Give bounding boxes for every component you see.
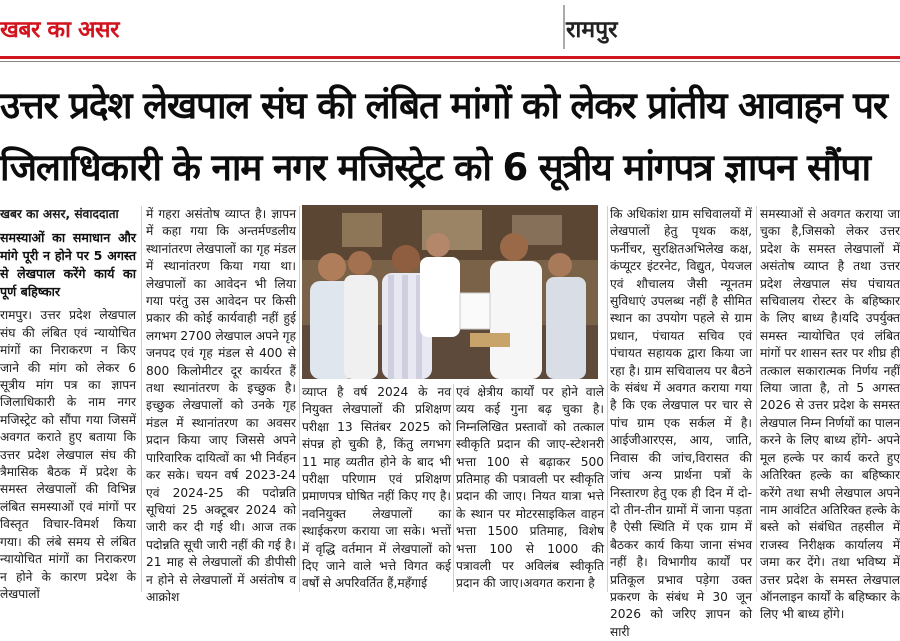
- article-summary: समस्याओं का समाधान और मांगे पूरी न होने पर 5 अगस्त से लेखपाल करेंगे कार्य का पूर्ण बहिष्कार: [0, 230, 136, 300]
- article-column-5: [610, 206, 752, 639]
- byline: खबर का असर, संवाददाता: [0, 207, 119, 221]
- section-tag: खबर का असर: [0, 17, 120, 43]
- header-rule: [0, 56, 900, 59]
- column-text: में गहरा असंतोष व्याप्त है। ज्ञापन में कहा गया कि अन्तर्मण्डलीय स्थानांतरण लेखपालों का गृह मंडल में स्थानांतरण किया गया था। लेखपालों का आवेदन भी लिया गया परंतु उस आवेदन पर किसी प्रकार की कोई कार्यवाही नहीं हुई लगभग 2700 लेखपाल अपने गृह जनपद एवं गृह मंडल से 400 से 800 किलोमीटर दूर कार्यरत हैं तथा स्थानांतरण के इच्छुक है। इच्छुक लेखपालों को उनके गृह मंडल में स्थानांतरण का अवसर प्रदान किया जाए जिससे अपने पारिवारिक दायित्वों का भी निर्वहन कर सके। चयन वर्ष 2023-24 एवं 2024-25 की पदोन्नति सूचियां 25 अक्टूबर 2024 को जारी कर दी गई थी। आज तक पदोन्नति सूची जारी नहीं की गई है। 21 माह से लेखपालों की डीपीसी न होने से लेखपालों में असंतोष व आक्रोश: [146, 207, 296, 604]
- column-text: रामपुर। उत्तर प्रदेश लेखपाल संघ की लंबित एवं न्यायोचित मांगों का निराकरण न किए जाने की मांग को लेकर 6 सूत्रीय मांग पत्र का ज्ञापन जिलाधिकारी के नाम नगर मजिस्ट्रेट को सौंपा गया जिसमें अवगत कराते हुए बताया कि उत्तर प्रदेश लेखपाल संघ की त्रैमासिक बैठक में प्रदेश के समस्त लेखपालों की विभिन्न लंबित समस्याओं एवं मांगों पर विस्तृत विचार-विमर्श किया गया। की लंबे समय से लंबित न्यायोचित मांगों का निराकरण न होने के कारण प्रदेश के लेखपालों: [0, 308, 136, 601]
- column-text: कि अधिकांश ग्राम सचिवालयों में लेखपालों हेतु पृथक कक्ष, फर्नीचर, सुरक्षितअभिलेख कक्ष, कंप्यूटर इंटरनेट, विद्युत, पेयजल एवं शौचालय जैसी न्यूनतम सुविधाएं उपलब्ध नहीं है सीमित स्थान का उपयोग पहले से ग्राम प्रधान, पंचायत सचिव एवं पंचायत सहायक द्वारा किया जा रहा है। ग्राम सचिवालय पर बैठने के संबंध में अवगत कराया गया है कि एक लेखपाल पर चार से पांच ग्राम एक सर्कल में है।आईजीआरएस, आय, जाति, निवास की जांच,विरासत की जांच अन्य प्रार्थना पत्रों के निस्तारण हेतु एक ही दिन में दो-दो तीन-तीन ग्रामों में जाना पड़ता है ऐसी स्थिति में एक ग्राम में बैठकर कार्य किया जाना संभव नहीं है। विभागीय कार्यों पर प्रतिकूल प्रभाव पड़ेगा उक्त प्रकरण के संबंध मे 30 जून 2026 को जरिए ज्ञापन को सारी: [610, 207, 752, 639]
- article-column-1: [0, 206, 136, 601]
- article-column-6: [760, 206, 900, 622]
- headline-line-1: उत्तर प्रदेश लेखपाल संघ की लंबित मांगों को लेकर प्रांतीय आवाहन पर: [0, 84, 887, 127]
- column-divider: [453, 384, 454, 592]
- city-divider: [563, 5, 565, 49]
- column-divider: [756, 206, 757, 592]
- news-photo: [302, 205, 598, 379]
- group-photo-illustration: [302, 205, 598, 379]
- column-divider: [607, 206, 608, 592]
- article-column-3: [302, 384, 451, 592]
- header-rule-thin: [0, 61, 900, 62]
- column-text: एवं क्षेत्रीय कार्यों पर होने वाले व्यय कई गुना बढ़ चुका है। निम्नलिखित प्रस्तावों को तत्काल स्वीकृति प्रदान की जाए-स्टेशनरी भत्ता 100 से बढ़ाकर 500 प्रतिमाह की पत्रावली पर स्वीकृति प्रदान की जाए। नियत यात्रा भत्ते के स्थान पर मोटरसाइकिल वाहन भत्ता 1500 प्रतिमाह, विशेष भत्ता 100 से 1000 की पत्रावली पर अविलंब स्वीकृति प्रदान की जाए।अवगत कराना है: [456, 385, 604, 591]
- headline-line-2: जिलाधिकारी के नाम नगर मजिस्ट्रेट को 6 सूत्रीय मांगपत्र ज्ञापन सौंपा: [0, 146, 870, 189]
- column-divider: [299, 206, 300, 592]
- page-header: [0, 0, 900, 60]
- column-text: व्याप्त है वर्ष 2024 के नव नियुक्त लेखपालों की प्रशिक्षण परीक्षा 13 सितंबर 2025 को संपन्न हो चुकी है, किंतु लगभग 11 माह व्यतीत होने के बाद भी परीक्षा परिणाम एवं प्रशिक्षण प्रमाणपत्र घोषित नहीं किए गए है। नवनियुक्त लेखपालों का स्थाईकरण कराया जा सके। भत्तों में वृद्धि वर्तमान में लेखपालों को दिए जाने वाले भत्ते विगत कई वर्षों से अपरिवर्तित हैं,महँगाई: [302, 385, 451, 591]
- column-text: समस्याओं से अवगत कराया जा चुका है,जिसको लेकर उत्तर प्रदेश के समस्त लेखपालों में असंतोष व्याप्त है तथा उत्तर प्रदेश लेखपाल संघ पंचायत सचिवालय रोस्टर के बहिष्कार के लिए बाध्य है।यदि उपर्युक्त समस्त न्यायोचित एवं लंबित मांगों पर शासन स्तर पर शीघ्र ही तत्काल सकारात्मक निर्णय नहीं लिया जाता है, तो 5 अगस्त 2026 से उत्तर प्रदेश के समस्त लेखपाल निम्न निर्णयों का पालन करने के लिए बाध्य होंगे- अपने मूल हल्के पर कार्य करते हुए अतिरिक्त हल्के का बहिष्कार करेंगे तथा सभी लेखपाल अपने नाम आवंटित अतिरिक्त हल्के के बस्ते को संबंधित तहसील में राजस्व निरीक्षक कार्यालय में जमा कर देंगे। तथा भविष्य में उत्तर प्रदेश के समस्त लेखपाल ऑनलाइन कार्यों के बहिष्कार के लिए भी बाध्य होंगे।: [760, 207, 900, 622]
- article-column-4: [456, 384, 604, 592]
- article-column-2: [146, 206, 296, 604]
- column-divider: [141, 206, 142, 592]
- city-name: रामपुर: [566, 17, 618, 43]
